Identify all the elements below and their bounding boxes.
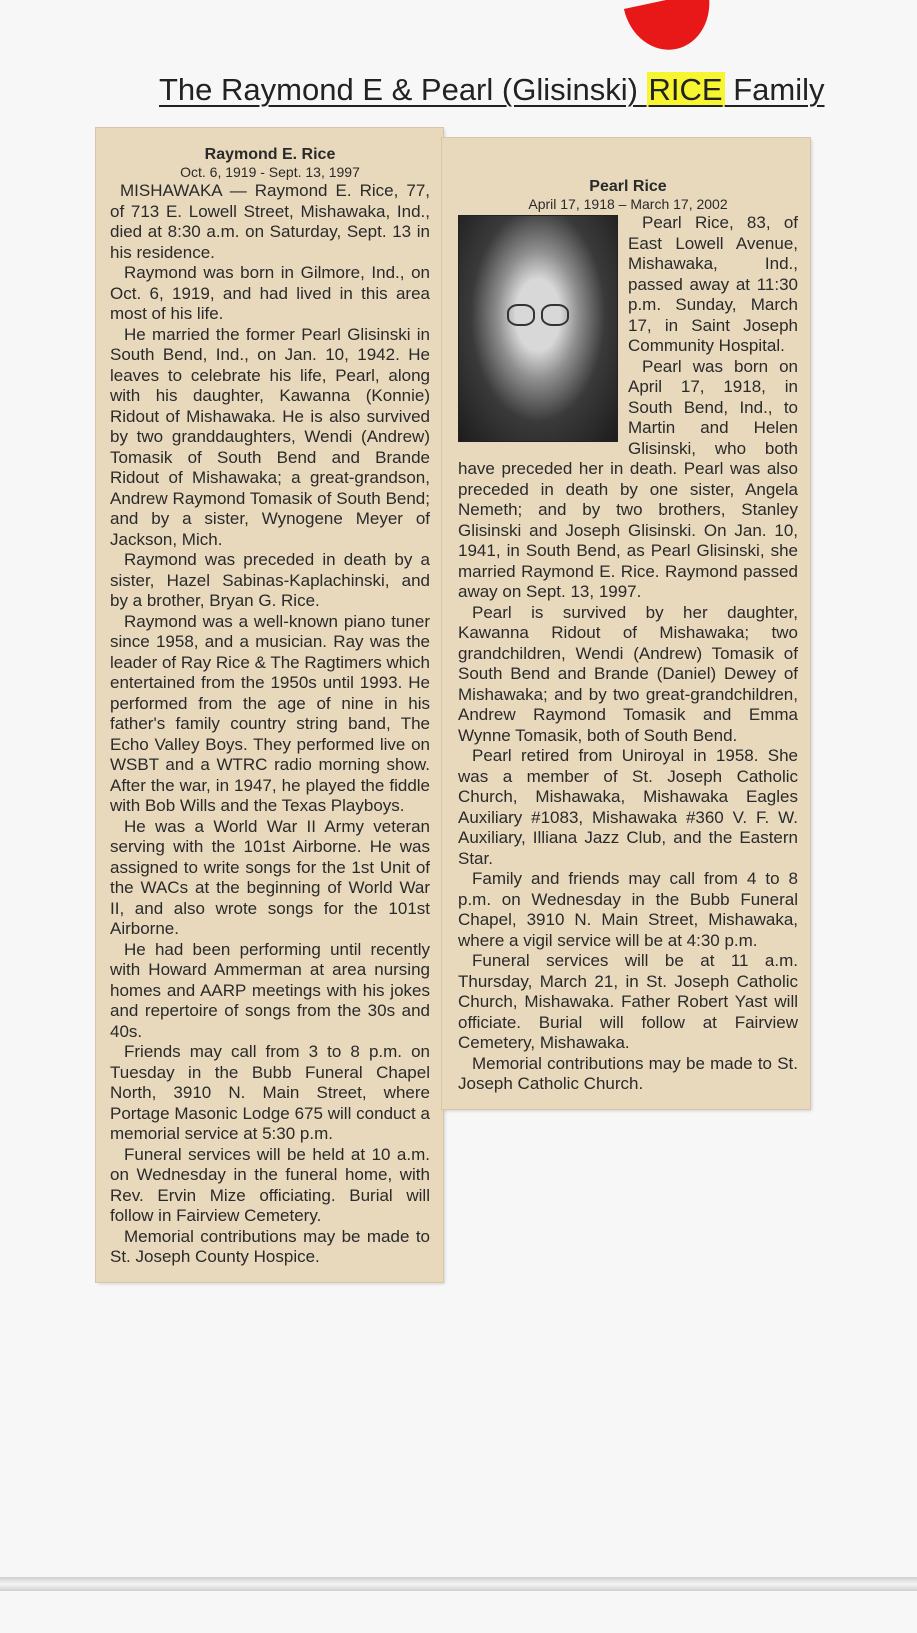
pearl-paragraph: Family and friends may call from 4 to 8 p.m. on Wednesday in the Bubb Funeral Chapel, 3910 N. Main Street, Mishawaka, where a vigil service will be at 4:30 p.m.: [458, 869, 798, 950]
page-title-prefix: The Raymond E & Pearl (Glisinski): [159, 72, 647, 107]
red-marker-decoration: [624, 0, 719, 58]
raymond-paragraph: He had been performing until recently with Howard Ammerman at area nursing homes and AARP meetings with his jokes and repertoire of songs from the 30s and 40s.: [110, 939, 430, 1041]
pearl-paragraph: Pearl was born on April 17, 1918, in South Bend, Ind., to Martin and Helen Glisinski, who both have preceded her in death. Pearl was also preceded in death by one sister, Angela Nemeth; and by two brothers, Stanley Glisinski and Joseph Glisinski. On Jan. 10, 1941, in South Bend, as Pearl Glisinski, she married Raymond E. Rice. Raymond passed away on Sept. 13, 1997.: [458, 356, 798, 601]
pearl-paragraph: Funeral services will be at 11 a.m. Thursday, March 21, in St. Joseph Catholic Church, Mishawaka. Father Robert Yast will officiate. Burial will follow at Fairview Cemetery, Mishawaka.: [458, 951, 798, 1052]
raymond-paragraph: He was a World War II Army veteran serving with the 101st Airborne. He was assigned to write songs for the 1st Unit of the WACs at the beginning of World War II, and also wrote songs for the 101st Airborne.: [110, 816, 430, 938]
raymond-paragraph: MISHAWAKA — Raymond E. Rice, 77, of 713 E. Lowell Street, Mishawaka, Ind., died at 8:30 a.m. on Saturday, Sept. 13 in his residence.: [110, 181, 430, 262]
raymond-paragraph: He married the former Pearl Glisinski in South Bend, Ind., on Jan. 10, 1942. He leaves to celebrate his life, Pearl, along with his daughter, Kawanna (Konnie) Ridout of Mishawaka. He is also survived by two granddaughters, Wendi (Andrew) Tomasik of South Bend and Brande Ridout of Mishawaka; a great-grandson, Andrew Raymond Tomasik of South Bend; and by a sister, Wynogene Meyer of Jackson, Mich.: [110, 324, 430, 549]
pearl-paragraph: Memorial contributions may be made to St. Joseph Catholic Church.: [458, 1053, 798, 1093]
raymond-obituary-clipping: [96, 128, 443, 1282]
pearl-obituary-clipping: [442, 138, 810, 1109]
raymond-name: Raymond E. Rice: [204, 146, 336, 163]
page-title-suffix: Family: [724, 72, 825, 107]
pearl-paragraph: Pearl retired from Uniroyal in 1958. She was a member of St. Joseph Catholic Church, Mishawaka, Mishawaka Eagles Auxiliary #1083, Mishawaka #360 V. F. W. Auxiliary, Illiana Jazz Club, and the Eastern Star.: [458, 746, 798, 868]
pearl-dates: April 17, 1918 – March 17, 2002: [528, 196, 728, 212]
scanner-edge-rule: [0, 1577, 917, 1591]
page-title-highlight: RICE: [648, 72, 723, 107]
pearl-paragraph: Pearl is survived by her daughter, Kawanna Ridout of Mishawaka; two grandchildren, Wendi (Andrew) Tomasik of South Bend and Brande (Daniel) Dewey of Mishawaka; and by two great-grandchildren, Andrew Raymond Tomasik and Emma Wynne Tomasik, both of South Bend.: [458, 602, 798, 745]
raymond-paragraph: Raymond was preceded in death by a sister, Hazel Sabinas-Kaplachinski, and by a brother, Bryan G. Rice.: [110, 550, 430, 610]
raymond-paragraph: Raymond was born in Gilmore, Ind., on Oct. 6, 1919, and had lived in this area most of his life.: [110, 263, 430, 323]
raymond-paragraph: Raymond was a well-known piano tuner since 1958, and a musician. Ray was the leader of Ray Rice & The Ragtimers which entertained from the 1950s until 1993. He performed from the age of nine in his father's family country string band, The Echo Valley Boys. They performed live on WSBT and a WTRC radio morning show. After the war, in 1947, he played the fiddle with Bob Wills and the Texas Playboys.: [110, 611, 430, 815]
pearl-portrait-photo: [458, 215, 618, 442]
raymond-paragraph: Memorial contributions may be made to St. Joseph County Hospice.: [110, 1226, 430, 1266]
raymond-paragraph: Funeral services will be held at 10 a.m. on Wednesday in the funeral home, with Rev. Ervin Mize officiating. Burial will follow in Fairview Cemetery.: [110, 1144, 430, 1225]
raymond-paragraph: Friends may call from 3 to 8 p.m. on Tuesday in the Bubb Funeral Chapel North, 3910 N. Main Street, where Portage Masonic Lodge 675 will conduct a memorial service at 5:30 p.m.: [110, 1042, 430, 1143]
glasses-icon: [507, 304, 569, 326]
page-title: [159, 72, 879, 108]
raymond-dates: Oct. 6, 1919 - Sept. 13, 1997: [180, 164, 360, 180]
pearl-paragraph: Pearl Rice, 83, of East Lowell Avenue, Mishawaka, Ind., passed away at 11:30 p.m. Sunday, March 17, in Saint Joseph Community Hospital.: [628, 213, 798, 355]
pearl-name: Pearl Rice: [589, 178, 667, 195]
